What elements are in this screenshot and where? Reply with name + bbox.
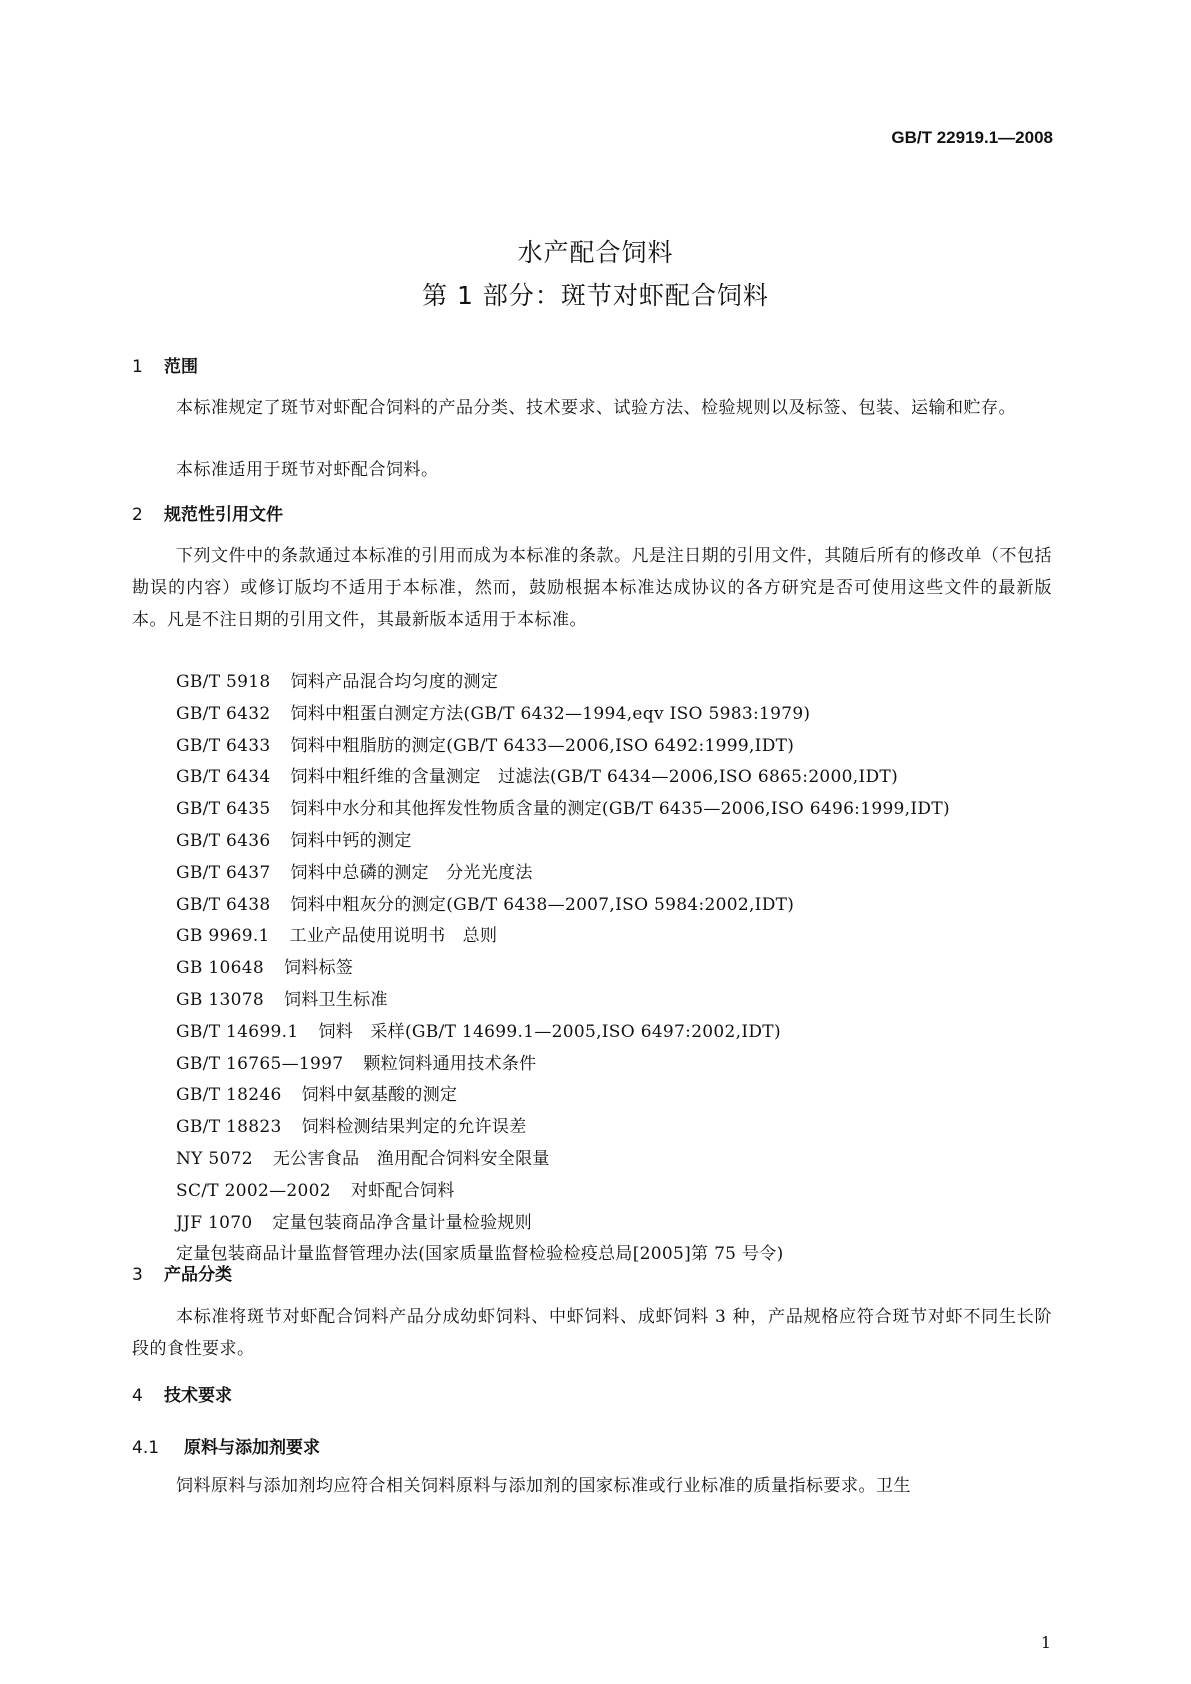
section-1-paragraph-1: 本标准规定了斑节对虾配合饲料的产品分类、技术要求、试验方法、检验规则以及标签、包装、运输和贮存。 [176,398,1016,418]
list-item [176,858,950,890]
ref-title: 饲料标签 [283,958,354,979]
ref-code: GB/T 6434 [176,767,271,788]
ref-code: GB 10648 [176,958,264,979]
section-3-paragraph-1: 本标准将斑节对虾配合饲料产品分成幼虾饲料、中虾饲料、成虾饲料 3 种，产品规格应符合斑节对虾不同生长阶段的食性要求。 [132,1307,1052,1359]
ref-title: 饲料 采样(GB/T 14699.1—2005,ISO 6497:2002,IDT) [318,1021,781,1042]
list-item [176,667,950,699]
section-3-heading [132,1260,232,1285]
list-item [176,1144,950,1176]
list-item [176,1112,950,1144]
ref-title: 饲料中钙的测定 [290,830,412,851]
ref-title: 饲料中粗灰分的测定(GB/T 6438—2007,ISO 5984:2002,IDT) [290,894,795,915]
list-item [176,762,950,794]
ref-title: 饲料中水分和其他挥发性物质含量的测定(GB/T 6435—2006,ISO 6496:1999,IDT) [290,799,950,820]
ref-code: GB/T 6436 [176,830,271,851]
ref-title: 工业产品使用说明书 总则 [289,926,498,947]
list-item [176,985,950,1017]
document-title-main: 水产配合饲料 [517,238,674,267]
standard-code: GB/T 22919.1—2008 [891,128,1053,147]
ref-title: 饲料检测结果判定的允许误差 [301,1117,527,1138]
ref-title: 饲料中氨基酸的测定 [301,1085,458,1106]
ref-title: 饲料中总磷的测定 分光光度法 [290,862,533,883]
ref-code: GB/T 6432 [176,703,271,724]
section-title: 产品分类 [164,1265,232,1285]
ref-title: 饲料中粗脂肪的测定(GB/T 6433—2006,ISO 6492:1999,IDT) [290,735,795,756]
ref-title: 颗粒饲料通用技术条件 [363,1053,537,1074]
ref-code: GB/T 18246 [176,1085,282,1106]
section-number: 4.1 [132,1438,160,1458]
ref-code: NY 5072 [176,1148,253,1169]
list-item [176,1176,950,1208]
document-title-part: 第 1 部分：斑节对虾配合饲料 [422,281,769,310]
normative-reference-list [176,667,950,1271]
section-number: 3 [132,1265,143,1285]
list-item [176,953,950,985]
list-item [176,1049,950,1081]
ref-code: GB/T 6435 [176,799,271,820]
section-title: 原料与添加剂要求 [184,1438,320,1458]
ref-code: GB/T 16765—1997 [176,1053,344,1074]
ref-title: 饲料中粗蛋白测定方法(GB/T 6432—1994,eqv ISO 5983:1979) [290,703,811,724]
ref-title: 无公害食品 渔用配合饲料安全限量 [272,1148,550,1169]
page-number: 1 [1040,1633,1051,1652]
list-item [176,1239,950,1271]
ref-code: GB/T 18823 [176,1117,282,1138]
section-title: 范围 [164,357,198,377]
ref-title: 饲料中粗纤维的含量测定 过滤法(GB/T 6434—2006,ISO 6865:2000,IDT) [290,767,898,788]
ref-code: GB/T 6438 [176,894,271,915]
ref-title: 定量包装商品计量监督管理办法(国家质量监督检验检疫总局[2005]第 75 号令) [176,1244,784,1265]
section-number: 2 [132,505,143,525]
section-title: 规范性引用文件 [164,505,283,525]
ref-code: GB 9969.1 [176,926,270,947]
ref-code: GB/T 6433 [176,735,271,756]
ref-title: 饲料卫生标准 [283,989,388,1010]
section-number: 4 [132,1386,143,1406]
section-1-paragraph-2: 本标准适用于斑节对虾配合饲料。 [176,460,439,480]
section-1-heading [132,352,198,377]
section-2-heading [132,500,283,525]
subsection-4-1-paragraph-1: 饲料原料与添加剂均应符合相关饲料原料与添加剂的国家标准或行业标准的质量指标要求。卫生 [176,1476,911,1496]
ref-code: GB 13078 [176,989,264,1010]
section-4-heading [132,1381,232,1406]
ref-code: GB/T 14699.1 [176,1021,299,1042]
section-title: 技术要求 [164,1386,232,1406]
ref-code: GB/T 6437 [176,862,271,883]
ref-code: JJF 1070 [176,1212,253,1233]
ref-title: 饲料产品混合均匀度的测定 [290,672,499,692]
ref-code: GB/T 5918 [176,672,271,692]
list-item [176,890,950,922]
list-item [176,794,950,826]
subsection-4-1-heading [132,1433,320,1458]
list-item [176,1080,950,1112]
list-item [176,921,950,953]
section-number: 1 [132,357,143,377]
ref-title: 定量包装商品净含量计量检验规则 [272,1212,532,1233]
ref-code: SC/T 2002—2002 [176,1180,331,1201]
list-item [176,731,950,763]
list-item [176,1017,950,1049]
list-item [176,1208,950,1240]
section-2-paragraph-1: 下列文件中的条款通过本标准的引用而成为本标准的条款。凡是注日期的引用文件，其随后所有的修改单（不包括勘误的内容）或修订版均不适用于本标准，然而，鼓励根据本标准达成协议的各方研究是否可使用这些文件的最新版本。凡是不注日期的引用文件，其最新版本适用于本标准。 [132,546,1052,630]
list-item [176,826,950,858]
list-item [176,699,950,731]
ref-title: 对虾配合饲料 [350,1180,455,1201]
